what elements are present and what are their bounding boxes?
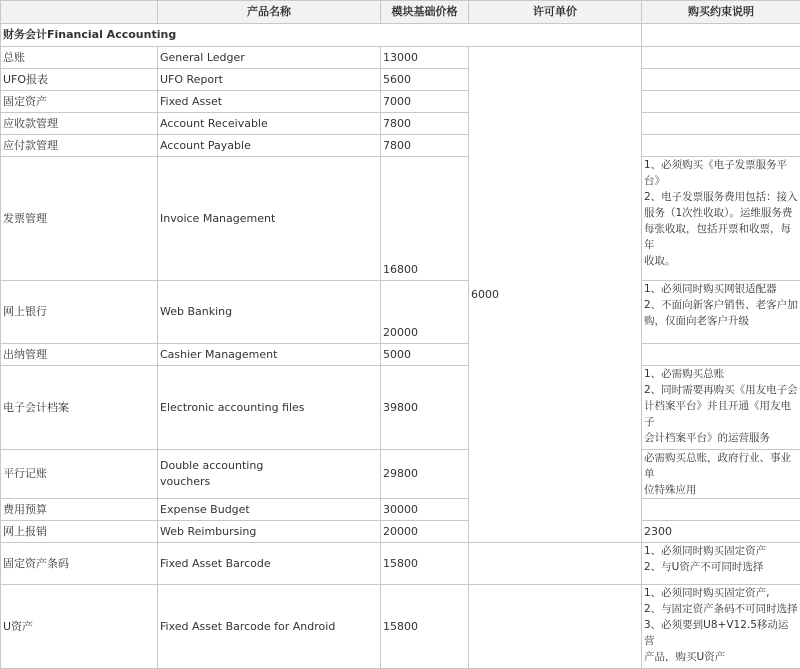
row-cn-name: 平行记账 — [1, 450, 158, 499]
row-en-name: Web Banking — [158, 281, 381, 344]
table-row — [1, 157, 800, 281]
row-cn-name: 电子会计档案 — [1, 366, 158, 450]
note-line: 2、同时需要再购买《用友电子会 — [644, 382, 798, 398]
table-row — [1, 366, 800, 450]
row-cn-name: 出纳管理 — [1, 344, 158, 366]
row-en-name — [158, 450, 381, 499]
note-line: 3、必须要到U8+V12.5移动运营 — [644, 617, 798, 649]
note-line: 产品，购买U资产 — [644, 649, 798, 665]
note-line: 1、必需购买总账 — [644, 366, 798, 382]
row-cn-name: U资产 — [1, 585, 158, 669]
note-line: 1、必须同时购买固定资产, — [644, 585, 798, 601]
table-row — [1, 344, 800, 366]
row-notes — [642, 69, 800, 91]
row-en-name: Account Payable — [158, 135, 381, 157]
row-en-name: Fixed Asset Barcode for Android — [158, 585, 381, 669]
row-base-price: 15800 — [381, 543, 469, 585]
table-row — [1, 47, 800, 69]
table-row — [1, 543, 800, 585]
row-notes — [642, 281, 800, 344]
note-line: 购，仅面向老客户升级 — [644, 313, 798, 329]
table-row — [1, 113, 800, 135]
row-cn-name: UFO报表 — [1, 69, 158, 91]
row-base-price: 13000 — [381, 47, 469, 69]
row-notes — [642, 113, 800, 135]
row-en-name: Fixed Asset — [158, 91, 381, 113]
note-line: 计档案平台》并且开通《用友电子 — [644, 398, 798, 430]
row-base-price: 5600 — [381, 69, 469, 91]
row-notes — [642, 47, 800, 69]
en-line: Double accounting — [160, 458, 378, 474]
row-cn-name: 网上报销 — [1, 521, 158, 543]
header-license-unit-price: 许可单价 — [469, 1, 642, 24]
header-product-name: 产品名称 — [158, 1, 381, 24]
row-en-name: General Ledger — [158, 47, 381, 69]
note-line: 会计档案平台》的运营服务 — [644, 430, 798, 446]
table-row — [1, 585, 800, 669]
row-en-name: Expense Budget — [158, 499, 381, 521]
row-notes — [642, 344, 800, 366]
table-row — [1, 450, 800, 499]
row-base-price: 39800 — [381, 366, 469, 450]
row-notes — [642, 450, 800, 499]
row-cn-name: 网上银行 — [1, 281, 158, 344]
row-base-price: 30000 — [381, 499, 469, 521]
section-title: 财务会计Financial Accounting — [1, 24, 642, 47]
header-purchase-constraints: 购买约束说明 — [642, 1, 800, 24]
row-notes — [642, 585, 800, 669]
row-base-price: 16800 — [381, 157, 469, 281]
table-row — [1, 499, 800, 521]
row-en-name: Cashier Management — [158, 344, 381, 366]
table-row — [1, 69, 800, 91]
row-base-price: 20000 — [381, 281, 469, 344]
row-notes — [642, 543, 800, 585]
note-line: 位特殊应用 — [644, 482, 798, 498]
note-line: 服务（1次性收取）。运维服务费 — [644, 205, 798, 221]
note-line: 2、不面向新客户销售、老客户加 — [644, 297, 798, 313]
table-row — [1, 91, 800, 113]
row-en-name: UFO Report — [158, 69, 381, 91]
row-base-price: 5000 — [381, 344, 469, 366]
row-cn-name: 总账 — [1, 47, 158, 69]
note-line: 1、必须同时购买固定资产 — [644, 543, 798, 559]
table-row — [1, 281, 800, 344]
row-notes — [642, 499, 800, 521]
row-notes — [642, 157, 800, 281]
row-en-name: Account Receivable — [158, 113, 381, 135]
row-base-price: 7800 — [381, 135, 469, 157]
row-unit-price — [469, 585, 642, 669]
note-line: 台》 — [644, 173, 798, 189]
note-line: 每张收取，包括开票和收票，每年 — [644, 221, 798, 253]
row-unit-price — [469, 543, 642, 585]
note-line: 2、与固定资产条码不可同时选择 — [644, 601, 798, 617]
row-cn-name: 应收款管理 — [1, 113, 158, 135]
row-en-name: Electronic accounting files — [158, 366, 381, 450]
note-line: 1、必须同时购买网银适配器 — [644, 281, 798, 297]
row-unit-price: 2300 — [642, 521, 800, 543]
note-line: 2、与U资产不可同时选择 — [644, 559, 798, 575]
row-notes — [642, 366, 800, 450]
row-en-name: Invoice Management — [158, 157, 381, 281]
note-line: 必需购买总账，政府行业、事业单 — [644, 450, 798, 482]
row-cn-name: 费用预算 — [1, 499, 158, 521]
row-base-price: 7800 — [381, 113, 469, 135]
row-en-name: Fixed Asset Barcode — [158, 543, 381, 585]
table-row — [1, 135, 800, 157]
row-notes — [642, 135, 800, 157]
row-en-name: Web Reimbursing — [158, 521, 381, 543]
en-line: vouchers — [160, 474, 378, 490]
table-header-row — [1, 1, 800, 24]
header-base-price: 模块基础价格 — [381, 1, 469, 24]
note-line: 收取。 — [644, 253, 798, 269]
header-blank — [1, 1, 158, 24]
section-row — [1, 24, 800, 47]
note-line: 1、必须购买《电子发票服务平 — [644, 157, 798, 173]
section-note-empty — [642, 24, 800, 47]
row-base-price: 7000 — [381, 91, 469, 113]
note-line: 2、电子发票服务费用包括：接入 — [644, 189, 798, 205]
row-cn-name: 固定资产 — [1, 91, 158, 113]
shared-unit-price: 6000 — [469, 47, 642, 543]
row-cn-name: 应付款管理 — [1, 135, 158, 157]
row-notes — [642, 91, 800, 113]
row-base-price: 15800 — [381, 585, 469, 669]
row-cn-name: 发票管理 — [1, 157, 158, 281]
row-cn-name: 固定资产条码 — [1, 543, 158, 585]
table-row — [1, 521, 800, 543]
row-base-price: 29800 — [381, 450, 469, 499]
row-base-price: 20000 — [381, 521, 469, 543]
